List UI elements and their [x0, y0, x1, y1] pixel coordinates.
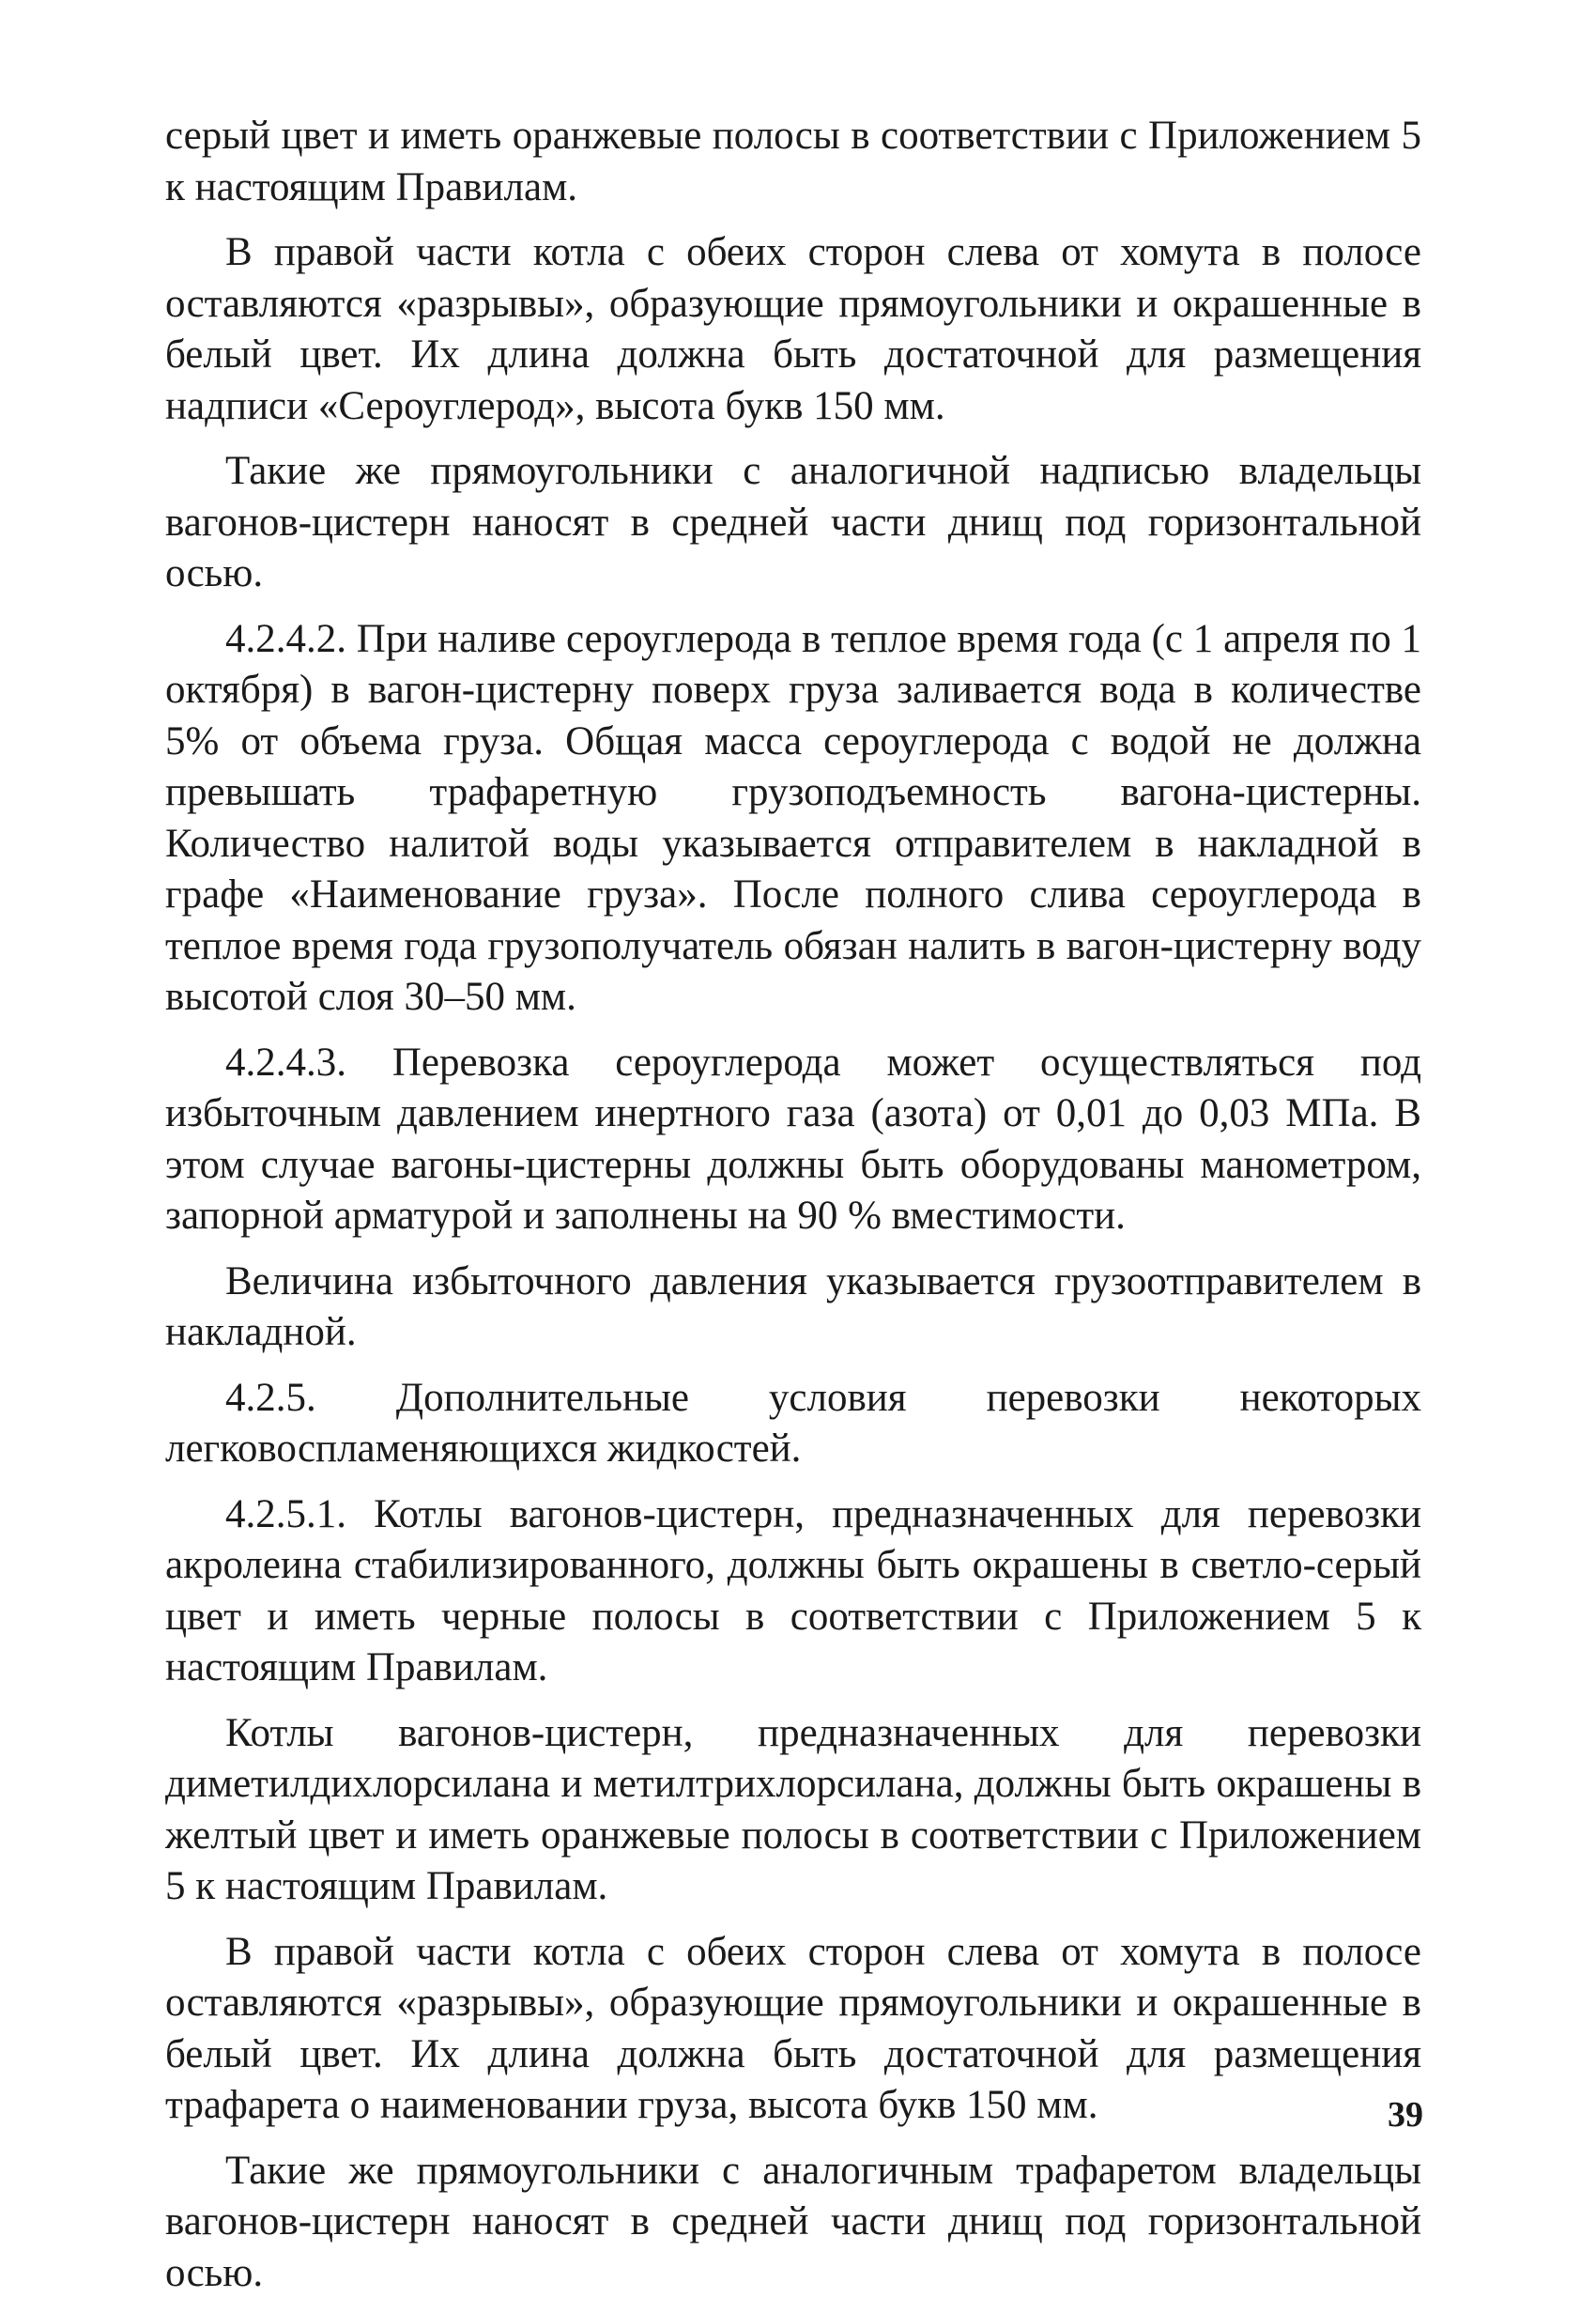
- paragraph: В правой части котла с обеих сторон слева от хомута в полосе оставляются «разрывы», образующие прямоугольники и окрашенные в белый цвет. Их длина должна быть достаточной для размещения трафарета о наименовании груза, высота букв 150 мм.: [165, 1929, 1421, 2127]
- paragraph-continuation: серый цвет и иметь оранжевые полосы в соответствии с Приложением 5 к настоящим Правилам.: [165, 114, 1421, 209]
- paragraph: Величина избыточного давления указывается грузоотправителем в накладной.: [165, 1258, 1421, 1354]
- paragraph: Котлы вагонов-цистерн, предназначенных для перевозки диметилдихлорсилана и метилтрихлорсилана, должны быть окрашены в желтый цвет и иметь оранжевые полосы в соответствии с Приложением 5 к настоящим Правилам.: [165, 1710, 1421, 1908]
- paragraph: Такие же прямоугольники с аналогичным трафаретом владельцы вагонов-цистерн наносят в средней части днищ под горизонтальной осью.: [165, 2148, 1421, 2295]
- paragraph: В правой части котла с обеих сторон слева от хомута в полосе оставляются «разрывы», образующие прямоугольники и окрашенные в белый цвет. Их длина должна быть достаточной для размещения надписи «Сероуглерод», высота букв 150 мм.: [165, 230, 1421, 428]
- paragraph-4-2-5-1: 4.2.5.1. Котлы вагонов-цистерн, предназначенных для перевозки акролеина стабилизированного, должны быть окрашены в светло-серый цвет и иметь черные полосы в соответствии с Приложением 5 к настоящим Правилам.: [165, 1491, 1421, 1689]
- body-text: [165, 111, 1421, 2313]
- paragraph-4-2-4-2: 4.2.4.2. При наливе сероуглерода в теплое время года (с 1 апреля по 1 октября) в вагон-цистерну поверх груза заливается вода в количестве 5% от объема груза. Общая масса сероуглерода с водой не должна превышать трафаретную грузоподъемность вагона-цистерны. Количество налитой воды указывается отправителем в накладной в графе «Наименование груза». После полного слива сероуглерода в теплое время года грузополучатель обязан налить в вагон-цистерну воду высотой слоя 30–50 мм.: [165, 616, 1421, 1019]
- paragraph-4-2-4-3: 4.2.4.3. Перевозка сероуглерода может осуществляться под избыточным давлением инертного газа (азота) от 0,01 до 0,03 МПа. В этом случае вагоны-цистерны должны быть оборудованы манометром, запорной арматурой и заполнены на 90 % вместимости.: [165, 1040, 1421, 1238]
- paragraph: Такие же прямоугольники с аналогичной надписью владельцы вагонов-цистерн наносят в средней части днищ под горизонтальной осью.: [165, 449, 1421, 595]
- paragraph-4-2-5: 4.2.5. Дополнительные условия перевозки некоторых легковоспламеняющихся жидкостей.: [165, 1375, 1421, 1471]
- page-number: 39: [1388, 2095, 1423, 2135]
